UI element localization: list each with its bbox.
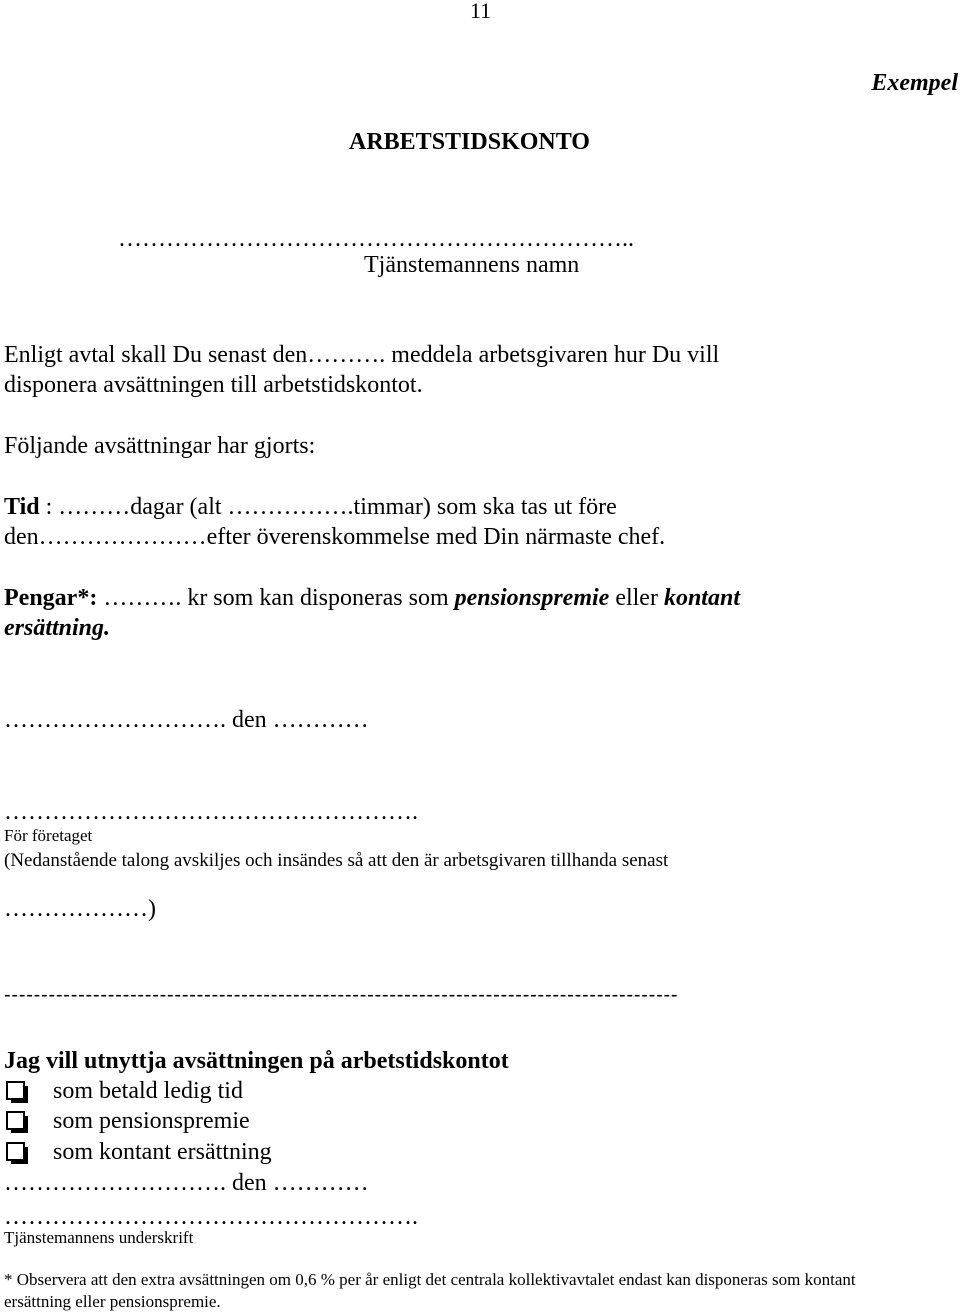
checkbox-icon[interactable]: [6, 1081, 25, 1100]
pengar-term-kontant: kontant: [663, 585, 740, 611]
footnote-line-1: * Observera att den extra avsättningen om 0,6 % per år enligt det centrala kollektivavtalet endast kan disponeras som kontant: [4, 1270, 856, 1289]
note-line-2: ………………): [4, 896, 156, 922]
pengar-line-1: [4, 586, 740, 610]
option-label: som pensionspremie: [53, 1108, 250, 1134]
option-label: som betald ledig tid: [53, 1078, 243, 1104]
tid-label: Tid: [4, 494, 40, 520]
place-date-line-1: ………………………. den …………: [4, 707, 369, 733]
place-date-line-2: ………………………. den …………: [4, 1170, 369, 1196]
name-caption: Tjänstemannens namn: [364, 252, 580, 278]
example-label: Exempel: [871, 70, 958, 96]
cut-line: -------------------------------------------------------------------------------------------: [4, 984, 679, 1006]
option-label: som kontant ersättning: [53, 1139, 272, 1165]
intro-line-1: Enligt avtal skall Du senast den………. meddela arbetsgivaren hur Du vill: [4, 342, 720, 368]
intro-line-2: disponera avsättningen till arbetstidskontot.: [4, 372, 423, 398]
choice-heading: Jag vill utnyttja avsättningen på arbetstidskontot: [4, 1048, 509, 1074]
pengar-line-2: ersättning.: [4, 615, 111, 641]
page-number: 11: [470, 0, 492, 23]
tid-line-1-text: : ………dagar (alt …………….timmar) som ska tas ut före: [39, 494, 617, 520]
note-line-1: (Nedanstående talong avskiljes och insändes så att den är arbetsgivaren tillhanda senast: [4, 850, 669, 871]
tid-line-1: [4, 495, 617, 519]
footnote-line-2: ersättning eller pensionspremie.: [4, 1292, 221, 1311]
company-caption: För företaget: [4, 826, 93, 845]
employee-caption: Tjänstemannens underskrift: [4, 1228, 194, 1247]
tid-line-2: den…………………efter överenskommelse med Din närmaste chef.: [4, 524, 666, 550]
pengar-text-1: ………. kr som kan disponeras som: [97, 585, 455, 611]
pengar-label: Pengar*:: [4, 585, 98, 611]
pengar-text-2: eller: [609, 585, 664, 611]
name-dotted-line: ………………………………………………………..: [118, 226, 634, 252]
checkbox-icon[interactable]: [6, 1142, 25, 1161]
pengar-term-pensionspremie: pensionspremie: [454, 585, 610, 611]
checkbox-icon[interactable]: [6, 1111, 25, 1130]
document-title: ARBETSTIDSKONTO: [349, 129, 590, 155]
employee-signature-line: …………………………………………….: [4, 1204, 418, 1230]
company-signature-line: …………………………………………….: [4, 799, 418, 825]
following-heading: Följande avsättningar har gjorts:: [4, 433, 316, 459]
